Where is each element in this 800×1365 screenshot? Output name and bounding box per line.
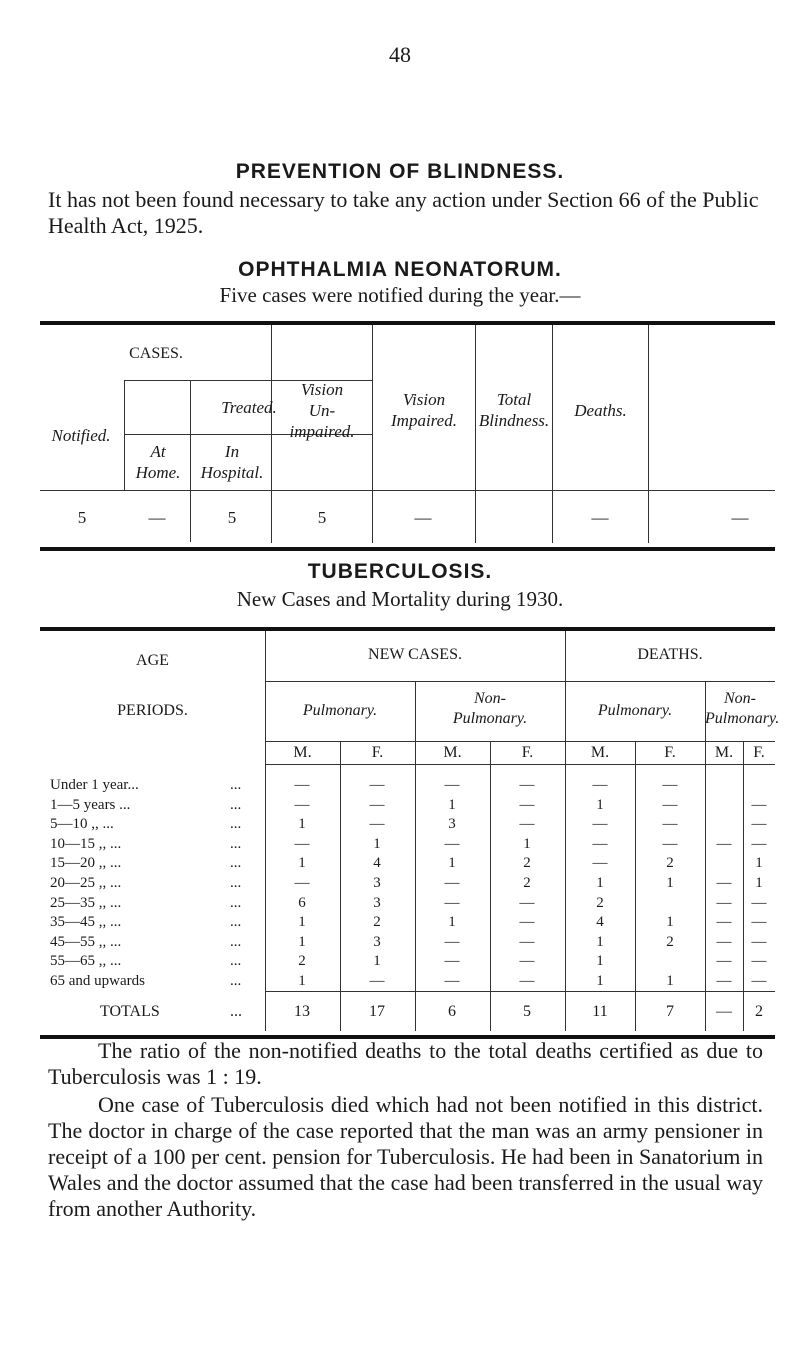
table-cell: 1: [298, 973, 306, 989]
table-row-label: 35—45 ,, ...: [50, 914, 122, 931]
header-f: F.: [521, 744, 534, 761]
table-row-label: 10—15 ,, ...: [50, 835, 122, 852]
table-cell: —: [716, 835, 732, 852]
table-cell: 4: [596, 914, 604, 931]
prevention-text: It has not been found necessary to take any action under Section 66 of the Public Health Act, 1925.: [48, 187, 759, 238]
table-cell: —: [662, 777, 678, 793]
table-cell: —: [716, 973, 732, 989]
header-treated: Treated.: [221, 397, 277, 417]
value-vision-unimpaired: 5: [317, 508, 327, 527]
table-cell: 1: [666, 973, 674, 989]
header-at-home: At Home.: [135, 442, 181, 482]
table-cell: —: [444, 835, 460, 852]
table-cell: —: [369, 777, 385, 793]
header-deaths-non-pulmonary: Non- Pulmonary.: [705, 690, 780, 727]
table-row-dots: ...: [230, 933, 242, 950]
header-cases: CASES.: [129, 344, 183, 362]
table-cell: 1: [666, 875, 674, 891]
section-title-ophthalmia: OPHTHALMIA NEONATORUM.: [238, 258, 562, 281]
table-cell: 4: [373, 855, 381, 872]
table-cell: —: [751, 914, 767, 931]
table-cell: —: [294, 777, 310, 793]
table-row-label: 65 and upwards: [50, 973, 145, 989]
table-cell: —: [751, 894, 767, 911]
table-cell: —: [444, 777, 460, 793]
table-cell: —: [751, 953, 767, 970]
table-cell: —: [369, 973, 385, 989]
totals-cell: 7: [666, 1003, 674, 1020]
table-cell: —: [716, 933, 732, 950]
table-cell: —: [294, 835, 310, 852]
table-cell: —: [592, 816, 608, 833]
table-row-label: Under 1 year...: [50, 777, 139, 793]
table-cell: —: [444, 973, 460, 989]
table-cell: —: [519, 894, 535, 911]
table-cell: —: [519, 973, 535, 989]
table-cell: 1: [298, 816, 306, 833]
header-f: F.: [664, 744, 676, 761]
header-m: M.: [590, 744, 610, 761]
table-cell: —: [662, 796, 678, 813]
table-row-dots: ...: [230, 796, 242, 813]
header-f: F.: [371, 744, 384, 761]
page-number: 48: [389, 42, 411, 67]
table-row-label: 5—10 ,, ...: [50, 816, 114, 833]
table-row-dots: ...: [230, 973, 242, 989]
value-in-hospital: 5: [227, 508, 237, 527]
totals-label: TOTALS: [100, 1003, 160, 1020]
ophthalmia-table: [40, 321, 775, 551]
value-at-home: —: [148, 508, 166, 527]
table-cell: —: [519, 796, 535, 813]
paragraph-ratio: The ratio of the non-notified deaths to the total deaths certified as due to Tuberculosis was 1 : 19.: [48, 1038, 763, 1089]
table-row-label: 1—5 years ...: [50, 796, 131, 813]
table-cell: 1: [755, 855, 763, 872]
table-row-dots: ...: [230, 855, 242, 872]
table-cell: —: [592, 855, 608, 872]
table-cell: 1: [298, 933, 306, 950]
table-cell: 1: [666, 914, 674, 931]
table-cell: —: [444, 953, 460, 970]
table-row-dots: ...: [230, 894, 242, 911]
table-row-label: 25—35 ,, ...: [50, 894, 122, 911]
table-cell: 2: [666, 933, 674, 950]
header-total-blindness: Total Blindness.: [478, 390, 550, 430]
table-cell: —: [444, 875, 460, 891]
table-cell: —: [369, 796, 385, 813]
header-in-hospital: In Hospital.: [200, 442, 264, 482]
table-cell: 1: [523, 835, 531, 852]
totals-cell: 2: [755, 1003, 763, 1020]
header-new-pulmonary: Pulmonary.: [302, 702, 378, 719]
tuberculosis-table: [40, 627, 780, 1039]
table-cell: —: [444, 894, 460, 911]
table-cell: —: [751, 933, 767, 950]
table-cell: —: [519, 777, 535, 793]
ophthalmia-subtitle: Five cases were notified during the year.—: [219, 283, 581, 307]
totals-cell: 6: [448, 1003, 456, 1020]
table-row-dots: ...: [230, 816, 242, 833]
table-cell: 1: [373, 953, 381, 970]
table-cell: 2: [298, 953, 306, 970]
totals-cell: 13: [294, 1003, 310, 1020]
header-f: F.: [753, 744, 765, 761]
tuberculosis-subtitle: New Cases and Mortality during 1930.: [236, 587, 564, 611]
table-cell: 3: [448, 816, 456, 833]
value-notified: 5: [77, 508, 87, 527]
table-row-dots: ...: [230, 875, 242, 891]
header-deaths-pulmonary: Pulmonary.: [597, 702, 673, 719]
table-cell: —: [716, 875, 732, 891]
table-cell: —: [519, 933, 535, 950]
table-cell: —: [662, 835, 678, 852]
header-new-non-pulmonary: Non- Pulmonary.: [452, 690, 528, 727]
table-row-label: 45—55 ,, ...: [50, 933, 122, 950]
table-row-label: 55—65 ,, ...: [50, 953, 122, 970]
table-cell: 2: [596, 894, 604, 911]
table-cell: 1: [373, 835, 381, 852]
table-cell: 1: [298, 855, 306, 872]
header-m: M.: [443, 744, 462, 761]
value-vision-impaired: —: [414, 508, 432, 527]
table-cell: —: [519, 914, 535, 931]
table-row-dots: ...: [230, 777, 242, 793]
table-cell: —: [751, 796, 767, 813]
header-age: AGE: [136, 652, 169, 669]
table-cell: 1: [596, 796, 604, 813]
header-deaths: Deaths.: [574, 400, 627, 420]
totals-cell: —: [716, 1003, 732, 1020]
table-row-label: 20—25 ,, ...: [50, 875, 122, 891]
table-cell: 2: [666, 855, 674, 872]
totals-cell: 11: [592, 1003, 608, 1020]
table-cell: 1: [448, 796, 456, 813]
header-new-cases: NEW CASES.: [368, 646, 462, 663]
table-cell: —: [369, 816, 385, 833]
header-notified: Notified.: [51, 425, 111, 445]
table-cell: —: [662, 816, 678, 833]
totals-cell: 17: [369, 1003, 385, 1020]
table-cell: —: [716, 894, 732, 911]
header-deaths-tb: DEATHS.: [637, 646, 703, 663]
table-cell: 2: [373, 914, 381, 931]
table-cell: —: [592, 777, 608, 793]
table-cell: —: [751, 816, 767, 833]
table-cell: 1: [755, 875, 763, 891]
header-m: M.: [293, 744, 312, 761]
table-row-dots: ...: [230, 835, 242, 852]
table-cell: —: [716, 953, 732, 970]
header-m: M.: [714, 744, 734, 761]
table-cell: 6: [298, 894, 306, 911]
paragraph-case: One case of Tuberculosis died which had not been notified in this district. The doctor in charge of the case reported that the man was an army pensioner in receipt of a 100 per cent. pension for Tuberculosis. He had been in Sanatorium in Wales and the doctor assumed that the case had been transferred in the usual way from another Authority.: [48, 1092, 763, 1221]
table-cell: 2: [523, 855, 531, 872]
table-cell: 2: [523, 875, 531, 891]
table-cell: 1: [596, 933, 604, 950]
table-cell: —: [294, 875, 310, 891]
table-cell: 3: [373, 894, 381, 911]
table-cell: —: [751, 835, 767, 852]
value-deaths: —: [731, 508, 749, 527]
header-periods: PERIODS.: [117, 702, 188, 719]
value-total-blindness: —: [591, 508, 609, 527]
header-vision-impaired: Vision Impaired.: [391, 390, 457, 430]
totals-cell: 5: [523, 1003, 531, 1020]
table-row-label: 15—20 ,, ...: [50, 855, 122, 872]
table-cell: 1: [298, 914, 306, 931]
table-row-dots: ...: [230, 953, 242, 970]
table-cell: 1: [596, 875, 604, 891]
table-cell: 1: [596, 973, 604, 989]
table-cell: —: [592, 835, 608, 852]
section-title-tuberculosis: TUBERCULOSIS.: [307, 560, 493, 583]
table-cell: —: [444, 933, 460, 950]
header-vision-unimpaired: Vision Un- impaired.: [289, 379, 355, 441]
totals-dots: ...: [230, 1003, 242, 1020]
table-cell: —: [519, 953, 535, 970]
section-title-prevention: PREVENTION OF BLINDNESS.: [235, 160, 565, 183]
table-cell: —: [519, 816, 535, 833]
table-cell: 1: [448, 914, 456, 931]
table-cell: 1: [596, 953, 604, 970]
table-cell: —: [294, 796, 310, 813]
table-cell: 3: [373, 875, 381, 891]
table-cell: —: [716, 914, 732, 931]
table-row-dots: ...: [230, 914, 242, 931]
table-cell: —: [751, 973, 767, 989]
table-cell: 1: [448, 855, 456, 872]
table-cell: 3: [373, 933, 381, 950]
